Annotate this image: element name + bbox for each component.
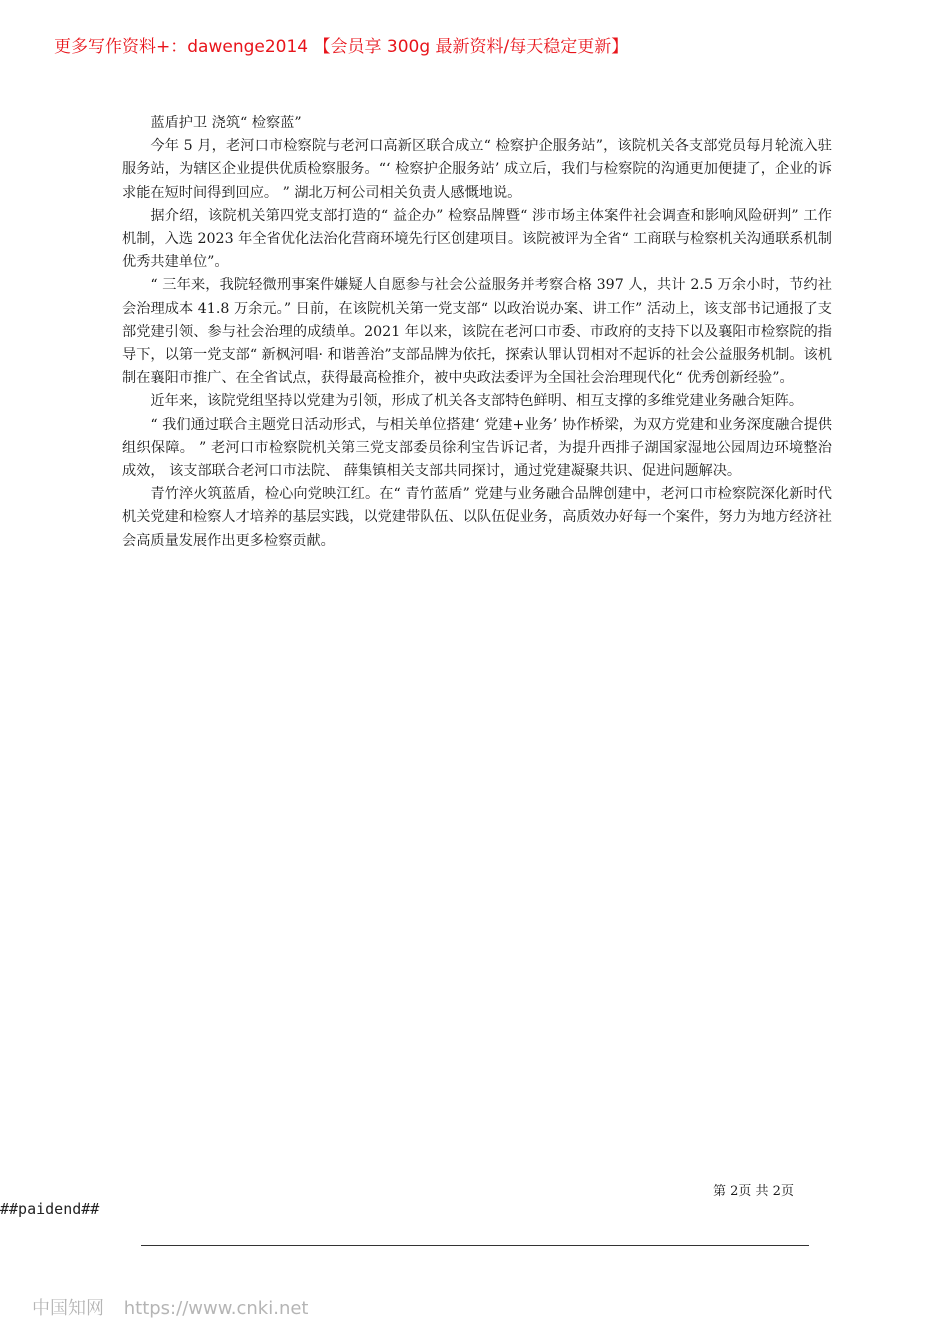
article-paragraph: 近年来，该院党组坚持以党建为引领，形成了机关各支部特色鲜明、相互支撑的多维党建业务融合矩阵。 (150, 393, 804, 410)
footer-divider (141, 1245, 809, 1246)
article-paragraph: 青竹淬火筑蓝盾，检心向党映江红。在“ 青竹蓝盾” 党建与业务融合品牌创建中，老河口市检察院深化新时代机关党建和检察人才培养的基层实践，以党建带队伍、以队伍促业务，高质效办好每一个案件，努力为地方经济社会高质量发展作出更多检察贡献。 (122, 486, 832, 549)
promo-banner: 更多写作资料+：dawenge2014 【会员享 300g 最新资料/每天稳定更新】 (54, 37, 629, 57)
article-body (122, 112, 832, 553)
article-title: 蓝盾护卫 浇筑“ 检察蓝” (150, 115, 302, 131)
article-paragraph: 据介绍，该院机关第四党支部打造的“ 益企办” 检察品牌暨“ 涉市场主体案件社会调查和影响风险研判” 工作机制，入选 2023 年全省优化法治化营商环境先行区创建项目。该院被评为全省“ 工商联与检察机关沟通联系机制优秀共建单位”。 (122, 207, 832, 271)
article-paragraph: 今年 5 月，老河口市检察院与老河口高新区联合成立“ 检察护企服务站”，该院机关各支部党员每月轮流入驻服务站，为辖区企业提供优质检察服务。“‘ 检察护企服务站’ 成立后，我们与检察院的沟通更加便捷了，企业的诉求能在短时间得到回应。 ” 湖北万柯公司相关负责人感慨地说。 (122, 138, 832, 201)
article-paragraph: “ 三年来，我院轻微刑事案件嫌疑人自愿参与社会公益服务并考察合格 397 人，共计 2.5 万余小时，节约社会治理成本 41.8 万余元。” 日前，在该院机关第一党支部“ 以政治说办案、讲工作” 活动上，该支部书记通报了支部党建引领、参与社会治理的成绩单。2021 年以来，该院在老河口市委、市政府的支持下以及襄阳市检察院的指导下，以第一党支部“ 新枫河唱· 和谐善治”支部品牌为依托，探索认罪认罚相对不起诉的社会公益服务机制。该机制在襄阳市推广、在全省试点，获得最高检推介，被中央政法委评为全国社会治理现代化“ 优秀创新经验”。 (122, 277, 832, 387)
watermark-brand: 中国知网 (32, 1298, 104, 1319)
cnki-watermark (32, 1294, 308, 1320)
watermark-url: https://www.cnki.net (123, 1298, 309, 1319)
paid-end-marker: ##paidend## (0, 1200, 100, 1218)
article-paragraph: “ 我们通过联合主题党日活动形式，与相关单位搭建‘ 党建+业务’ 协作桥梁，为双方党建和业务深度融合提供组织保障。 ” 老河口市检察院机关第三党支部委员徐利宝告诉记者，为提升西排子湖国家湿地公园周边环境整治成效， 该支部联合老河口市法院、 薛集镇相关支部共同探讨，通过党建凝聚共识、促进问题解决。 (122, 416, 832, 480)
page-number: 第 2页 共 2页 (713, 1184, 794, 1199)
